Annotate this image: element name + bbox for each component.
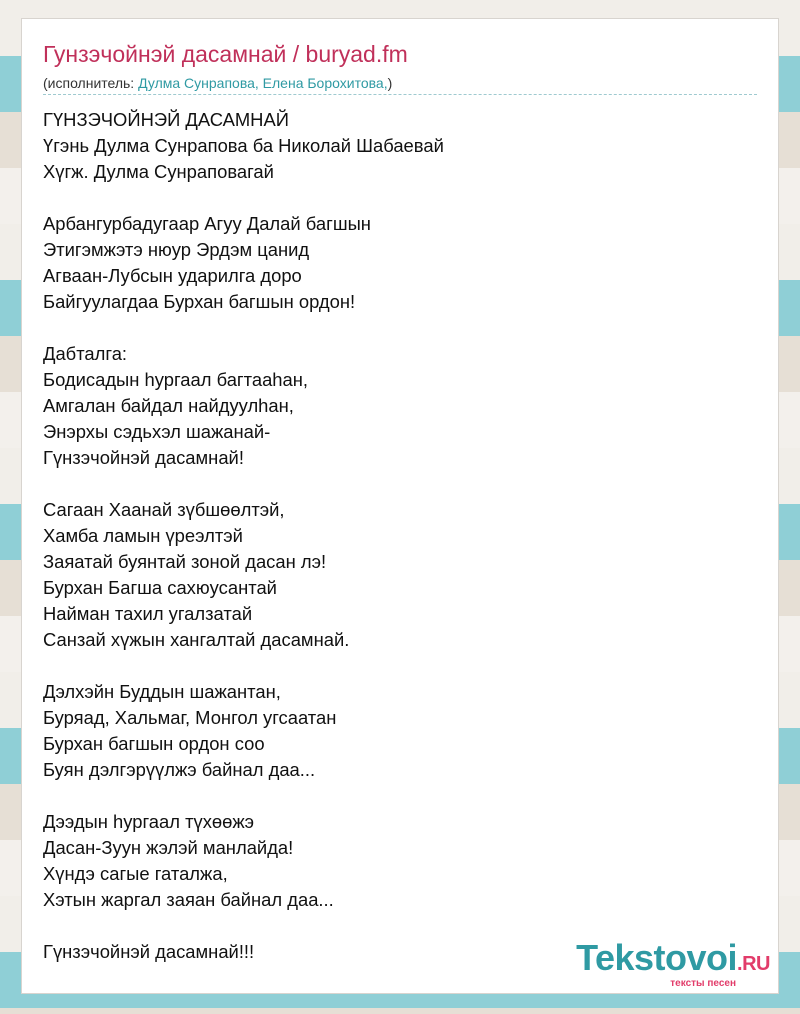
stanza-break <box>43 471 743 497</box>
stanza-break <box>43 185 743 211</box>
lyric-line: Гүнзэчойнэй дасамнай! <box>43 447 244 468</box>
lyric-line: Бодисадын һургаал багтааһан, <box>43 369 309 390</box>
lyric-line: Энэрхы сэдьхэл шажанай- <box>43 421 271 442</box>
logo-tld: .RU <box>737 953 770 975</box>
lyric-line: Дабталга: <box>43 343 128 364</box>
divider <box>43 94 757 95</box>
lyric-line: Дээдын һургаал түхөөжэ <box>43 811 255 832</box>
lyric-line: Хүндэ сагые гаталжа, <box>43 863 228 884</box>
logo-tagline: тексты песен <box>670 978 736 989</box>
lyric-line: Хамба ламын үреэлтэй <box>43 525 243 546</box>
lyric-line: Хэтын жаргал заяан байнал даа... <box>43 889 334 910</box>
lyric-line: Арбангурбадугаар Агуу Далай багшын <box>43 213 371 234</box>
performer-suffix: ) <box>387 75 393 91</box>
lyrics-text <box>43 107 743 965</box>
lyric-line: Найман тахил угалзатай <box>43 603 253 624</box>
lyric-line: Этигэмжэтэ нюур Эрдэм цанид <box>43 239 310 260</box>
performer-link[interactable]: Дулма Сунрапова, Елена Борохитова, <box>138 75 388 91</box>
lyrics-card <box>21 18 779 994</box>
lyric-line: Байгуулагдаа Бурхан багшын ордон! <box>43 291 356 312</box>
lyric-line: Буян дэлгэрүүлжэ байнал даа... <box>43 759 316 780</box>
lyric-line: Агваан-Лубсын ударилга доро <box>43 265 302 286</box>
lyric-line: Дэлхэйн Буддын шажантан, <box>43 681 281 702</box>
lyric-line: Санзай хүжын хангалтай дасамнай. <box>43 629 350 650</box>
performer-prefix: (исполнитель: <box>43 75 139 91</box>
stanza-break <box>43 913 743 939</box>
lyric-line: Заяатай буянтай зоной дасан лэ! <box>43 551 327 572</box>
lyric-line: Сагаан Хаанай зүбшөөлтэй, <box>43 499 285 520</box>
stanza-break <box>43 783 743 809</box>
site-logo[interactable] <box>576 937 770 989</box>
stanza-break <box>43 315 743 341</box>
lyric-line: Гүнзэчойнэй дасамнай!!! <box>43 941 255 962</box>
lyric-line: Хүгж. Дулма Сунраповагай <box>43 161 274 182</box>
lyric-line: Буряад, Хальмаг, Монгол угсаатан <box>43 707 337 728</box>
lyric-line: Үгэнь Дулма Сунрапова ба Николай Шабаевай <box>43 135 444 156</box>
logo-wordmark <box>576 937 770 982</box>
lyric-line: Дасан-Зуун жэлэй манлайда! <box>43 837 294 858</box>
lyric-line: Амгалан байдал найдуулһан, <box>43 395 294 416</box>
lyric-line: Бурхан Багша сахюусантай <box>43 577 277 598</box>
page-title: Гунзэчойнэй дасамнай / buryad.fm <box>43 41 408 67</box>
lyric-line: ГҮНЗЭЧОЙНЭЙ ДАСАМНАЙ <box>43 109 289 130</box>
lyric-line: Бурхан багшын ордон соо <box>43 733 265 754</box>
performer-line <box>43 75 392 91</box>
logo-main-text: Tekstovoi <box>576 937 738 978</box>
stanza-break <box>43 653 743 679</box>
